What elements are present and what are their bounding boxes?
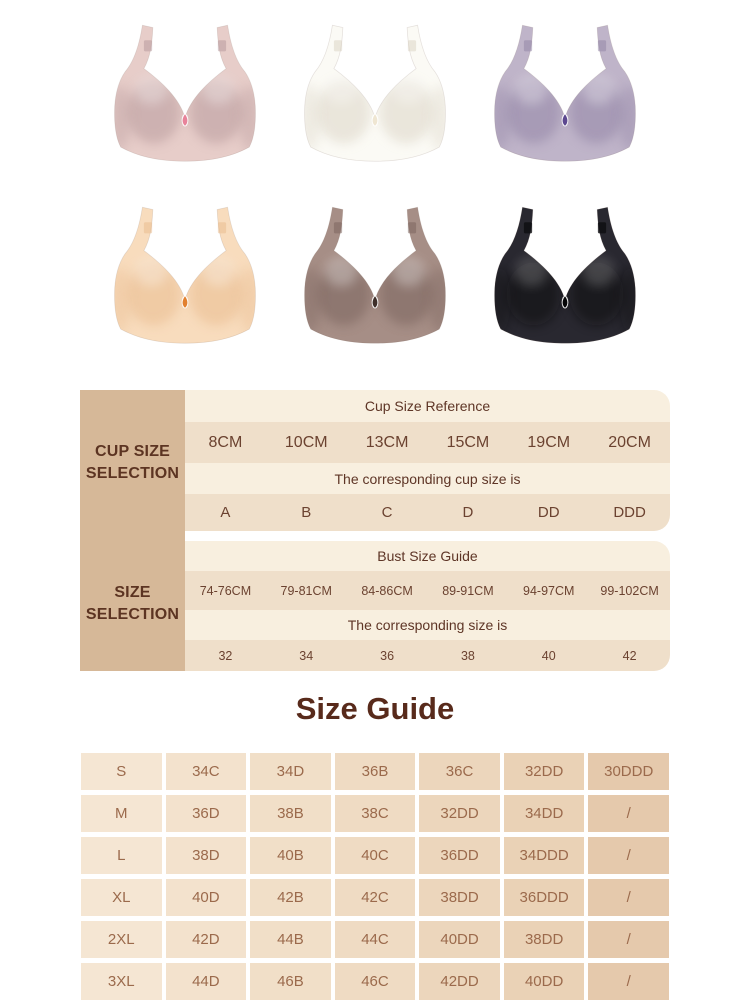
bra-illustration-black (494, 204, 636, 354)
band-size: 40 (541, 648, 556, 663)
product-photo-lilac (494, 22, 636, 172)
band-size: 38 (460, 648, 475, 663)
size-cell: / (588, 795, 669, 832)
cup-measurement: 13CM (365, 433, 409, 451)
bust-measurement: 79-81CM (280, 583, 332, 598)
bust-size-guide-header: Bust Size Guide (185, 541, 670, 571)
selection-body (185, 390, 670, 671)
bra-illustration-pink (114, 22, 256, 172)
bust-size-subheader: The corresponding size is (185, 610, 670, 640)
size-cell: / (588, 837, 669, 874)
size-cell: 42D (166, 921, 247, 958)
bust-measurement: 84-86CM (361, 583, 413, 598)
band-size: 42 (622, 648, 637, 663)
bust-measurement: 99-102CM (600, 583, 659, 598)
bust-measurements-row (185, 571, 670, 610)
size-cell: 42DD (419, 963, 500, 1000)
bra-illustration-lilac (494, 22, 636, 172)
strap-adjuster (598, 222, 606, 233)
bust-measurement: 74-76CM (199, 583, 252, 598)
band-size: 34 (299, 648, 314, 663)
product-gallery (0, 0, 750, 354)
table-row (81, 753, 669, 790)
product-photo-black (494, 204, 636, 354)
bust-measurement: 89-91CM (442, 583, 494, 598)
strap-adjuster (218, 40, 226, 51)
product-photo-ivory (304, 22, 446, 172)
size-cell: 38DD (504, 921, 585, 958)
table-row (81, 921, 669, 958)
strap-adjuster (524, 40, 532, 51)
size-cell: 34DD (504, 795, 585, 832)
strap-adjuster (598, 40, 606, 51)
cup-measurements-row (185, 422, 670, 463)
cup-letter: C (381, 504, 393, 521)
product-photo-apricot (114, 204, 256, 354)
strap-adjuster (334, 40, 342, 51)
size-cell: 32DD (504, 753, 585, 790)
cup-letter: DDD (613, 504, 646, 521)
size-label: M (81, 795, 162, 832)
cup-letter: A (220, 504, 231, 521)
cup-measurement: 20CM (608, 433, 651, 451)
cup-measurement: 10CM (284, 433, 328, 451)
size-cell: 36B (335, 753, 416, 790)
size-cell: 42C (335, 879, 416, 916)
cup-letter: DD (537, 504, 560, 521)
cup-letter: B (301, 504, 312, 521)
table-row (81, 795, 669, 832)
strap-adjuster (144, 222, 152, 233)
size-cell: 44B (250, 921, 331, 958)
size-cell: 36DD (419, 837, 500, 874)
size-cell: 38C (335, 795, 416, 832)
size-cell: / (588, 879, 669, 916)
size-cell: 40DD (419, 921, 500, 958)
product-photo-taupe (304, 204, 446, 354)
size-label: 2XL (81, 921, 162, 958)
size-cell: 34DDD (504, 837, 585, 874)
size-cell: 40B (250, 837, 331, 874)
size-cell: 46C (335, 963, 416, 1000)
gallery-row-1 (0, 22, 750, 172)
table-row (81, 879, 669, 916)
cup-measurement: 19CM (527, 433, 571, 451)
size-cell: 40DD (504, 963, 585, 1000)
size-cell: 42B (250, 879, 331, 916)
size-label: XL (81, 879, 162, 916)
cup-measurement: 15CM (446, 433, 490, 451)
strap-adjuster (334, 222, 342, 233)
size-cell: 40D (166, 879, 247, 916)
strap-adjuster (408, 222, 416, 233)
size-label: S (81, 753, 162, 790)
size-cell: 32DD (419, 795, 500, 832)
gallery-row-2 (0, 204, 750, 354)
cup-size-reference-header: Cup Size Reference (185, 390, 670, 422)
band-sizes-row (185, 640, 670, 671)
bra-illustration-taupe (304, 204, 446, 354)
cup-size-selection-label: CUP SIZE SELECTION (85, 443, 180, 482)
cup-letter: D (462, 504, 474, 521)
size-cell: 34D (250, 753, 331, 790)
size-cell: 44D (166, 963, 247, 1000)
size-cell: / (588, 963, 669, 1000)
cup-size-subheader: The corresponding cup size is (185, 463, 670, 494)
size-cell: / (588, 921, 669, 958)
size-cell: 46B (250, 963, 331, 1000)
size-label: 3XL (81, 963, 162, 1000)
size-cell: 38D (166, 837, 247, 874)
size-cell: 40C (335, 837, 416, 874)
table-row (81, 837, 669, 874)
bra-illustration-apricot (114, 204, 256, 354)
bust-measurement: 94-97CM (523, 583, 575, 598)
selection-label-column (80, 390, 185, 671)
cup-measurement: 8CM (208, 433, 243, 451)
strap-adjuster (144, 40, 152, 51)
size-guide-table (81, 753, 669, 1000)
size-cell: 34C (166, 753, 247, 790)
cup-size-block (185, 390, 670, 531)
size-guide-title: Size Guide (295, 691, 455, 726)
size-cell: 38B (250, 795, 331, 832)
strap-adjuster (524, 222, 532, 233)
product-photo-pink (114, 22, 256, 172)
bust-size-block (185, 541, 670, 671)
size-selection-label: SIZE SELECTION (85, 583, 180, 623)
size-cell: 36D (166, 795, 247, 832)
size-label: L (81, 837, 162, 874)
size-selection-table (80, 390, 670, 671)
size-cell: 38DD (419, 879, 500, 916)
band-size: 32 (218, 648, 233, 663)
strap-adjuster (408, 40, 416, 51)
size-cell: 36DDD (504, 879, 585, 916)
band-size: 36 (380, 648, 395, 663)
cup-letters-row (185, 494, 670, 531)
bra-illustration-ivory (304, 22, 446, 172)
size-cell: 44C (335, 921, 416, 958)
size-cell: 30DDD (588, 753, 669, 790)
strap-adjuster (218, 222, 226, 233)
size-cell: 36C (419, 753, 500, 790)
table-row (81, 963, 669, 1000)
